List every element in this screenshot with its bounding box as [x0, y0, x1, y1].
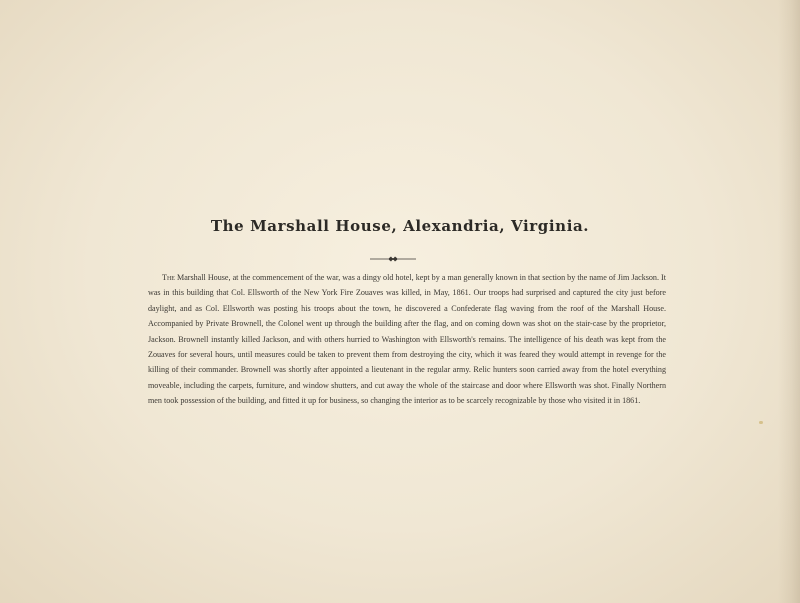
- lead-in-word: The: [162, 273, 175, 282]
- body-text: Marshall House, at the commencement of the war, was a dingy old hotel, kept by a man generally known in that section by the name of Jim Jackson. It was in this building that Col. Ellsworth of the New York Fire Zouaves was killed, in May, 1861. Our troops had surprised and captured the city just before daylight, and as Col. Ellsworth was posting his troops about the town, he discovered a Confederate flag waving from the roof of the Marshall House. Accompanied by Private Brownell, the Colonel went up through the building after the flag, and on coming down was shot on the stair-case by the proprietor, Jackson. Brownell instantly killed Jackson, and with others hurried to Washington with Ellsworth's remains. The intelligence of his death was kept from the Zouaves for several hours, until measures could be taken to prevent them from destroying the city, which it was feared they would attempt in revenge for the killing of their commander. Brownell was shortly after appointed a lieutenant in the regular army. Relic hunters soon carried away from the hotel everything moveable, including the carpets, furniture, and window shutters, and cut away the whole of the staircase and door where Ellsworth was shot. Finally Northern men took possession of the building, and fitted it up for business, so changing the interior as to be scarcely recognizable by those who visited it in 1861.: [148, 273, 666, 406]
- title-ornament-divider: [369, 255, 417, 263]
- paper-stain-speck: [759, 421, 763, 424]
- body-paragraph: [148, 270, 666, 409]
- page-title: The Marshall House, Alexandria, Virginia.: [210, 217, 590, 235]
